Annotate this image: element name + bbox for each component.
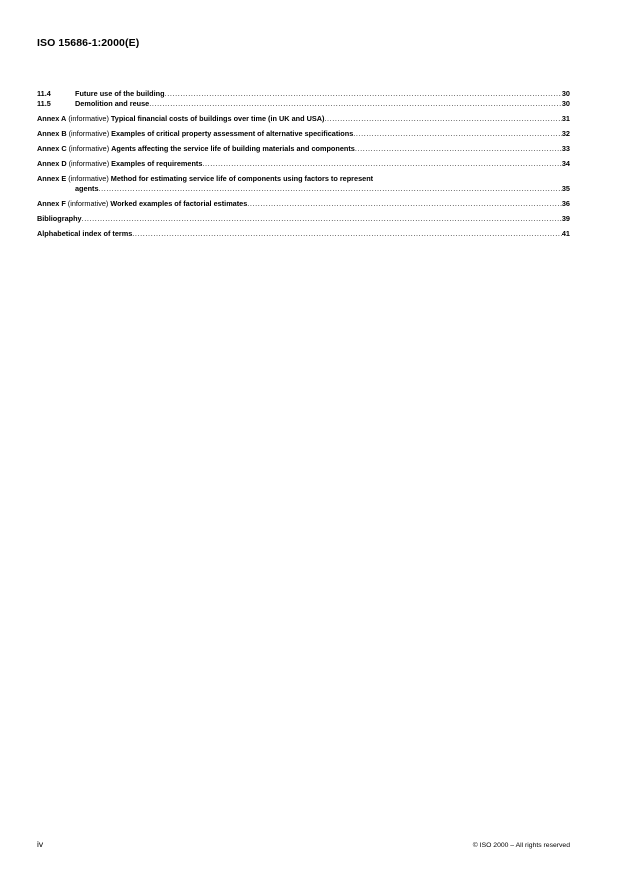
toc-entry-title: Typical financial costs of buildings over time (in UK and USA) bbox=[110, 114, 325, 123]
toc-entry-11-4[interactable] bbox=[37, 89, 570, 99]
toc-leader-dots bbox=[355, 144, 562, 154]
toc-annex-label: Annex F bbox=[37, 199, 66, 208]
table-of-contents bbox=[37, 89, 570, 239]
toc-entry-annex-e[interactable] bbox=[37, 174, 570, 194]
toc-page-number: 31 bbox=[561, 114, 570, 123]
toc-entry-annex-a[interactable] bbox=[37, 114, 570, 124]
toc-leader-dots bbox=[132, 229, 562, 239]
toc-page-number: 39 bbox=[561, 214, 570, 223]
toc-leader-dots bbox=[247, 199, 562, 209]
toc-annex-type: (informative) bbox=[68, 159, 110, 168]
toc-annex-label: Annex A bbox=[37, 114, 67, 123]
toc-page-number: 30 bbox=[561, 99, 570, 108]
toc-annex-type: (informative) bbox=[68, 174, 109, 183]
toc-leader-dots bbox=[324, 114, 561, 124]
document-id-header: ISO 15686-1:2000(E) bbox=[37, 37, 140, 49]
toc-annex-type: (informative) bbox=[68, 129, 110, 138]
toc-leader-dots bbox=[353, 129, 562, 139]
page-footer bbox=[37, 839, 570, 849]
toc-entry-bibliography[interactable] bbox=[37, 214, 570, 224]
toc-annex-type: (informative) bbox=[67, 199, 109, 208]
toc-entry-title: Examples of requirements bbox=[111, 159, 203, 168]
toc-entry-title: Examples of critical property assessment of alternative specifications bbox=[111, 129, 354, 138]
toc-leader-dots bbox=[165, 89, 562, 99]
toc-entry-title-continued: agents bbox=[75, 184, 99, 193]
toc-leader-dots bbox=[202, 159, 561, 169]
toc-entry-index[interactable] bbox=[37, 229, 570, 239]
toc-page-number: 32 bbox=[561, 129, 570, 138]
toc-annex-label: Annex E bbox=[37, 174, 67, 183]
toc-entry-title: Agents affecting the service life of building materials and components bbox=[111, 144, 355, 153]
toc-page-number: 35 bbox=[561, 184, 570, 193]
toc-entry-title: Future use of the building bbox=[75, 89, 165, 98]
toc-page-number: 34 bbox=[561, 159, 570, 168]
toc-page-number: 30 bbox=[561, 89, 570, 98]
toc-entry-annex-b[interactable] bbox=[37, 129, 570, 139]
toc-entry-title: Alphabetical index of terms bbox=[37, 229, 133, 238]
toc-entry-title: Demolition and reuse bbox=[75, 99, 150, 108]
page-number: iv bbox=[37, 839, 44, 849]
toc-annex-type: (informative) bbox=[68, 144, 110, 153]
toc-entry-annex-f[interactable] bbox=[37, 199, 570, 209]
toc-entry-annex-d[interactable] bbox=[37, 159, 570, 169]
toc-entry-annex-c[interactable] bbox=[37, 144, 570, 154]
toc-leader-dots bbox=[99, 184, 562, 194]
toc-section-number: 11.5 bbox=[37, 99, 51, 108]
toc-annex-label: Annex C bbox=[37, 144, 67, 153]
toc-annex-type: (informative) bbox=[68, 114, 109, 123]
toc-entry-title: Bibliography bbox=[37, 214, 82, 223]
toc-leader-dots bbox=[149, 99, 562, 109]
toc-annex-label: Annex B bbox=[37, 129, 67, 138]
copyright-notice: © ISO 2000 – All rights reserved bbox=[472, 842, 570, 849]
toc-leader-dots bbox=[82, 214, 562, 224]
toc-entry-11-5[interactable] bbox=[37, 99, 570, 109]
toc-page-number: 36 bbox=[561, 199, 570, 208]
toc-section-number: 11.4 bbox=[37, 89, 51, 98]
toc-page-number: 41 bbox=[561, 229, 570, 238]
toc-entry-title: Method for estimating service life of components using factors to represent bbox=[110, 174, 374, 183]
toc-page-number: 33 bbox=[561, 144, 570, 153]
toc-annex-label: Annex D bbox=[37, 159, 67, 168]
toc-entry-title: Worked examples of factorial estimates bbox=[110, 199, 248, 208]
